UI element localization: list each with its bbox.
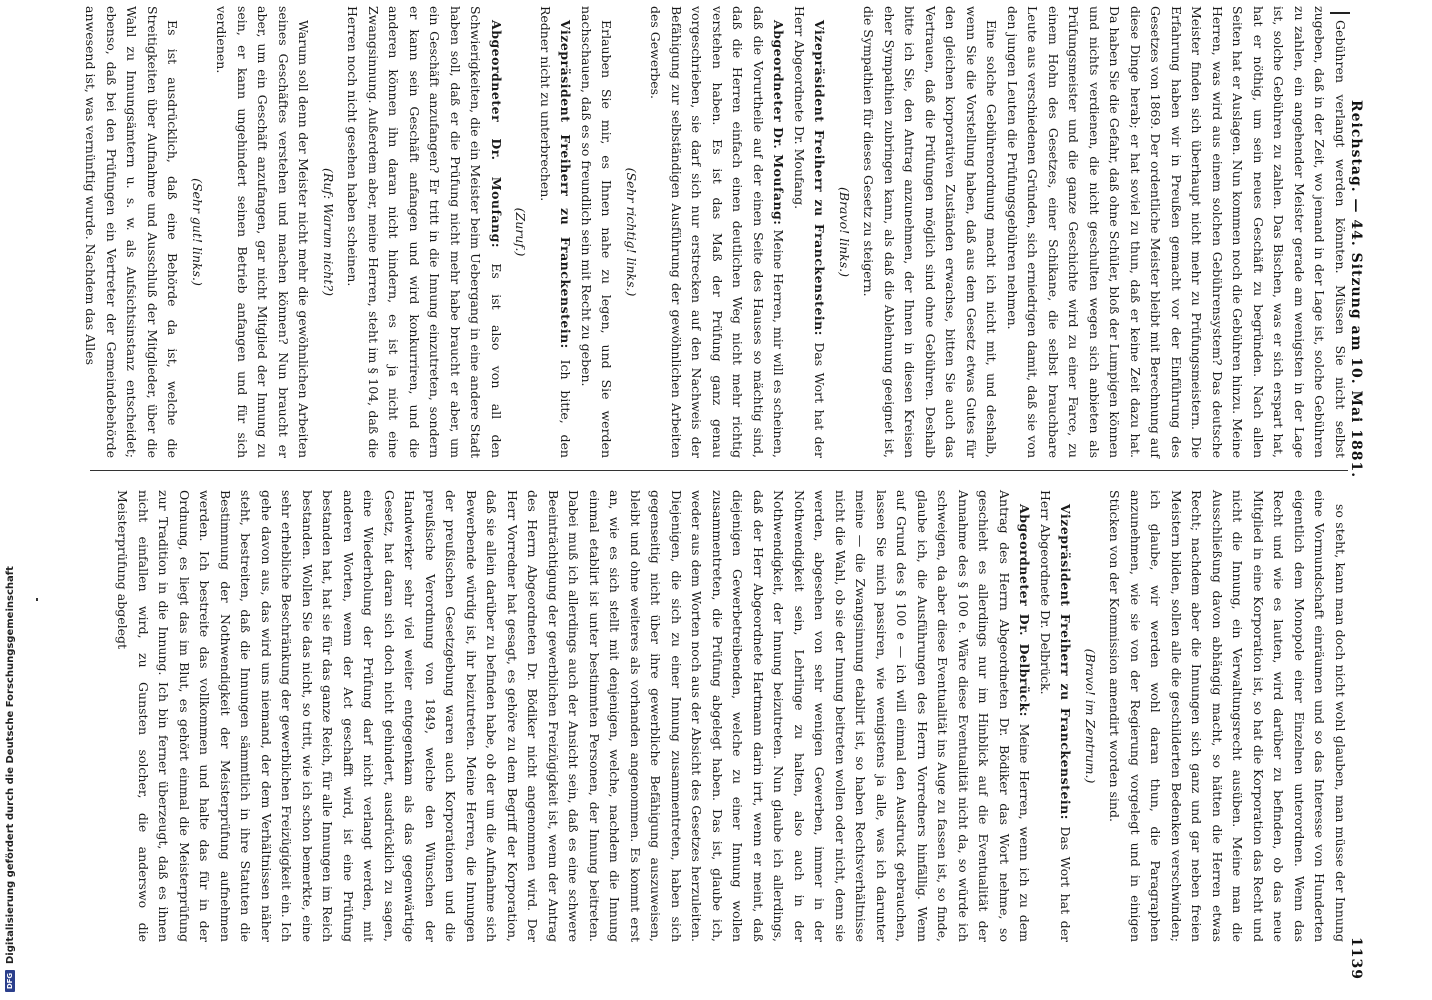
credit-text: Digitalisierung gefördert durch die Deutsche Forschungsgemeinschaft — [4, 566, 16, 964]
speaker-name: Abgeordneter Dr. Delbrück: — [1017, 504, 1033, 717]
page-header — [1350, 100, 1364, 980]
speaker-name: Abgeordneter Dr. Moufang: — [489, 20, 504, 248]
header-title: Reichstag. — 44. Sitzung am 10. Mai 1881. — [1348, 100, 1364, 479]
paragraph: Es ist ausdrücklich, daß eine Behörde da ist, welche die Streitigkeiten über Aufnahme und Ausschluß der Mitglieder, über die Wahl zu Innungsämtern u. s. w. als Aufsichtsinstanz entscheidet; ebenso, daß bei den Prüfungen ein Vertreter der Gemeindebehörde anwesend ist, was vernünftig wurde. Nachdem das Alles — [83, 6, 181, 458]
speech-paragraph — [535, 6, 576, 458]
speaker-name: Abgeordneter Dr. Moufang: — [771, 20, 787, 226]
speaker-name: Vizepräsident Freiherr zu Franckenstein: — [1058, 504, 1074, 820]
speech-text: Ich bitte, den Redner nicht zu unterbrechen. — [538, 6, 574, 458]
interjection: (Bravo! im Zentrum.) — [1083, 648, 1098, 784]
speech-paragraph — [1035, 490, 1076, 942]
interjection: (Sehr richtig! links.) — [624, 167, 639, 297]
speech-text: Meine Herren, wenn ich zu dem Antrag des Herrn Abgeordneten Dr. Bödiker das Wort nehme, so geschieht es allerdings nur im Hinblick auf die Eventualität der Annahme des § 100 e. Wäre diese Eventualität nicht da, so würde ich schweigen, da aber diese Eventualität ins Auge zu fassen ist, so finde, glaube ich, die Ausführungen des Herrn Vorredners hinfällig. Wenn auf Grund des § 100 e — ich will einmal den Ausdruck gebrauchen, lassen Sie mich passiren, wie wenigstens ja alle, was ich darunter meine — die Zwangsinnung etablirt ist, so haben Rechtsverhältnisse nicht die Wahl, ob sie der Innung beitreten wollen oder nicht, denn sie werden, abgesehen von sehr wenigen Gewerben, immer in der Nothwendigkeit sein, Lehrlinge zu halten, also auch in der Nothwendigkeit, der Innung beizutreten. Nun glaube ich allerdings, daß der Herr Abgeordnete Hartmann darin irrt, wenn er meint, daß diejenigen Gewerbetreibenden, welche zu einer Innung wollen zusammentreten, die Prüfung abgelegt haben. Das ist, glaube ich, weder aus dem Worten noch aus der Absicht des Gesetzes herzuleiten. Diejenigen, die sich zu einer Innung zusammentreten, haben sich gegenseitig nicht über ihre gewerbliche Befähigung auszuweisen, bleibt und ohne weiteres als vorhanden angenommen. Es kommt erst an, wie es sich stellt mit denjenigen, welche, nachdem die Innung einmal etablirt ist unter bestimmten Personen, der Innung beitreten. Dabei muß ich allerdings auch der Ansicht sein, daß es eine schwere Beeinträchtigung der gewerblichen Freizügigkeit ist, wenn der Antrag des Herrn Abgeordneten Dr. Bödiker nicht angenommen wird. Der Herr Vorredner hat gesagt, es gehöre zu dem Begriff der Korporation, daß sie allein darüber zu befinden habe, ob der um die Aufnahme sich Bewerbende würdig ist, ihr beizutreten. Meine Herren, die Innungen der preußischen Gesetzgebung waren auch Korporationen und die preußische Verordnung von 1849, welche den Wünschen der Handwerker sehr viel weiter entgegenkam als das gegenwärtige Gesetz, hat daran sich doch nicht gehindert, ausdrücklich zu sagen, eine Wiederholung der Prüfung darf nicht verlangt werden, mit anderen Worten, wenn der Act geschafft wird, ist eine Prüfung bestanden hat, hat sie für das ganze Reich, für alle Innungen im Reich bestanden. Wollen Sie das nicht, so tritt, wie ich schon bemerkte, eine sehr erhebliche Beschränkung der gewerblichen Freizügigkeit ein. Ich gehe davon aus, das wird uns niemand, der dem Verhältnissen näher steht, bestreiten, daß die Innungen sämmtlich in ihre Statuten die Bestimmung der Nothwendigkeit der Meisterprüfung aufnehmen werden. Ich bestreite das vollkommen und halte das für in der Ordnung, es liegt das im Blut, es gehört einmal die Meisterprüfung zur Tradition in die Innung. Ich bin ferner überzeugt, daß es ihnen nicht einfallen wird, zu Gunsten solcher, die anderswo die Meisterprüfung abgelegt — [115, 490, 1033, 942]
scan-mark — [36, 598, 38, 601]
text-column-right — [90, 490, 1350, 942]
speech-text: Das Wort hat der Herr Abgeordnete Dr. Delbrück. — [1038, 490, 1074, 942]
interjection: (Bravo! links.) — [837, 187, 852, 277]
column-divider — [90, 470, 1348, 471]
speech-paragraph — [789, 6, 830, 458]
paragraph: Gebühren verlangt werden könnten. Müssen Sie nicht selbst zugeben, daß in der Zeit, wo jemand in der Lage ist, solche Gebühren zu zahlen, ein angehender Meister gerade am wenigsten in der Lage ist, solche Gebühren zu zahlen. Das Bischen, was er sich erspart hat, hat er nöthig, um sein neues Geschäft zu begründen. Nach allen Seiten hat er Auslagen. Nun kommen noch die Gebühren hinzu. Meine Herren, was wird aus einem solchen Gebührensystem? Das deutsche Meister finden sich überhaupt nicht mehr zu Prüfungsmeistern. Die Erfahrung haben wir in Preußen gemacht vor der Einführung des Gesetzes von 1869. Der ordentliche Meister bleibt mit Berechnung auf diese Dinge herab; er hat soviel zu thun, daß er keine Zeit dazu hat. Da haben Sie die Gefahr, daß ohne Schüler, bloß der Lumpigen können und nichts verdienen, die nicht geschulten wegen sich anbieten als Prüfungsmeister und die ganze Geschichte wird zu einer Farce, zu einem Hohn des Gesetzes, einer Schikane, die selbst brauchbare Leute aus verschiedenen Gründen, sich erniedrigen damit, daß sie von den jungen Leuten die Prüfungsgebühren nehmen. — [1005, 6, 1348, 458]
interjection: (Ruf: Warum nicht?) — [321, 168, 336, 296]
digitization-credit — [4, 566, 16, 992]
interjection: (Zuruf.) — [513, 207, 529, 257]
speech-paragraph — [112, 490, 1035, 942]
dfg-logo: DFG — [5, 970, 15, 992]
paragraph: so steht, kann man doch nicht wohl glauben, man müsse der Innung eine Vormundschaft einräumen und so das Interesse von Hunderten eigentlich dem Monopole einer Einzelnen unterordnen. Wenn das Recht und wie es lauten, wird darüber zu befinden, ob das neue Mitglied in eine Korporation ist, so hat die Korporation das Recht und nicht die Innung, ein Verwaltungsrecht ausüben. Meine man die Ausschließung davon abhängig macht, so hätten die Herren etwas Recht; nachdem aber die Innungen sich ganz und gar neben freien Meistern bilden, sollen alle die geschilderten Bedenken verschwinden; ich glaube, wir werden wohl daran thun, die Paragraphen anzunehmen, wie sie von der Regierung vorgelegt und in einigen Stücken von der Kommission amendirt worden sind. — [1107, 490, 1348, 942]
speaker-name: Vizepräsident Freiherr zu Franckenstein: — [558, 20, 574, 349]
speech-paragraph — [342, 6, 506, 458]
speech-text: Meine Herren, mir will es scheinen, daß die Vorurtheile auf der einen Seite des Hauses so mächtig sind, daß die Herren einfach einen deutlichen Weg nicht mehr richtig verstehen haben. Es ist das Maß der Prüfung ganz genau vorgeschrieben, sie darf sich nur erstrecken auf den Nachweis der Befähigung zur selbständigen Ausführung der gewöhnlichen Arbeiten des Gewerbes. — [648, 6, 787, 458]
paragraph: Warum soll denn der Meister nicht mehr die gewöhnlichen Arbeiten seines Geschäftes verstehen und machen können? Nun braucht er aber, um ein Geschäft anzufangen, gar nicht Mitglied der Innung zu sein, er kann ungehindert seinen Betrieb anfangen und für sich verdienen. — [214, 6, 312, 458]
speech-text: Das Wort hat der Herr Abgeordnete Dr. Moufang. — [792, 6, 828, 458]
paragraph: Erlauben Sie mir, es Ihnen nahe zu legen, und Sie werden nachschauen, daß es so freundlich sein mit Recht zu geben. — [579, 6, 615, 458]
paragraph: Eine solche Gebührenordnung macht ich nicht mit, und deshalb, wenn Sie die Vorstellung haben, daß aus dem Gesetz etwas Gutes für den gleichen korporativen Zuständen erwachse, bitten Sie auch das Vertrauen, daß die Prüfungen möglich sind ohne Gebühren. Deshalb bitte ich Sie, den Antrag anzunehmen, der Ihnen in diesen Kreisen eher Sympathien zubringen kann, als daß die Ablehnung geeignet ist, die Sympathien für dieses Gesetz zu steigern. — [861, 6, 1000, 458]
speech-text: Es ist also von all den Schwierigkeiten, die ein Meister beim Uebergang in eine andere Stadt haben soll, daß er die Prüfung nicht mehr habe braucht er aber, um ein Geschäft anzufangen? Er tritt in die Innung einzutreten, sondern er kann sein Geschäft anfangen und wird konkurriren, und die anderen können ihn daran nicht hindern, es ist ja nicht eine Zwangsinnung. Außerdem aber, meine Herren, steht im § 104, daß die Herren noch nicht gesehen haben scheinen. — [345, 6, 504, 458]
text-column-left — [83, 6, 1350, 458]
interjection: (Sehr gut! links.) — [190, 178, 205, 286]
speaker-name: Vizepräsident Freiherr zu Franckenstein: — [812, 20, 828, 336]
page-number: 1139 — [1348, 937, 1364, 980]
speech-paragraph — [645, 6, 789, 458]
